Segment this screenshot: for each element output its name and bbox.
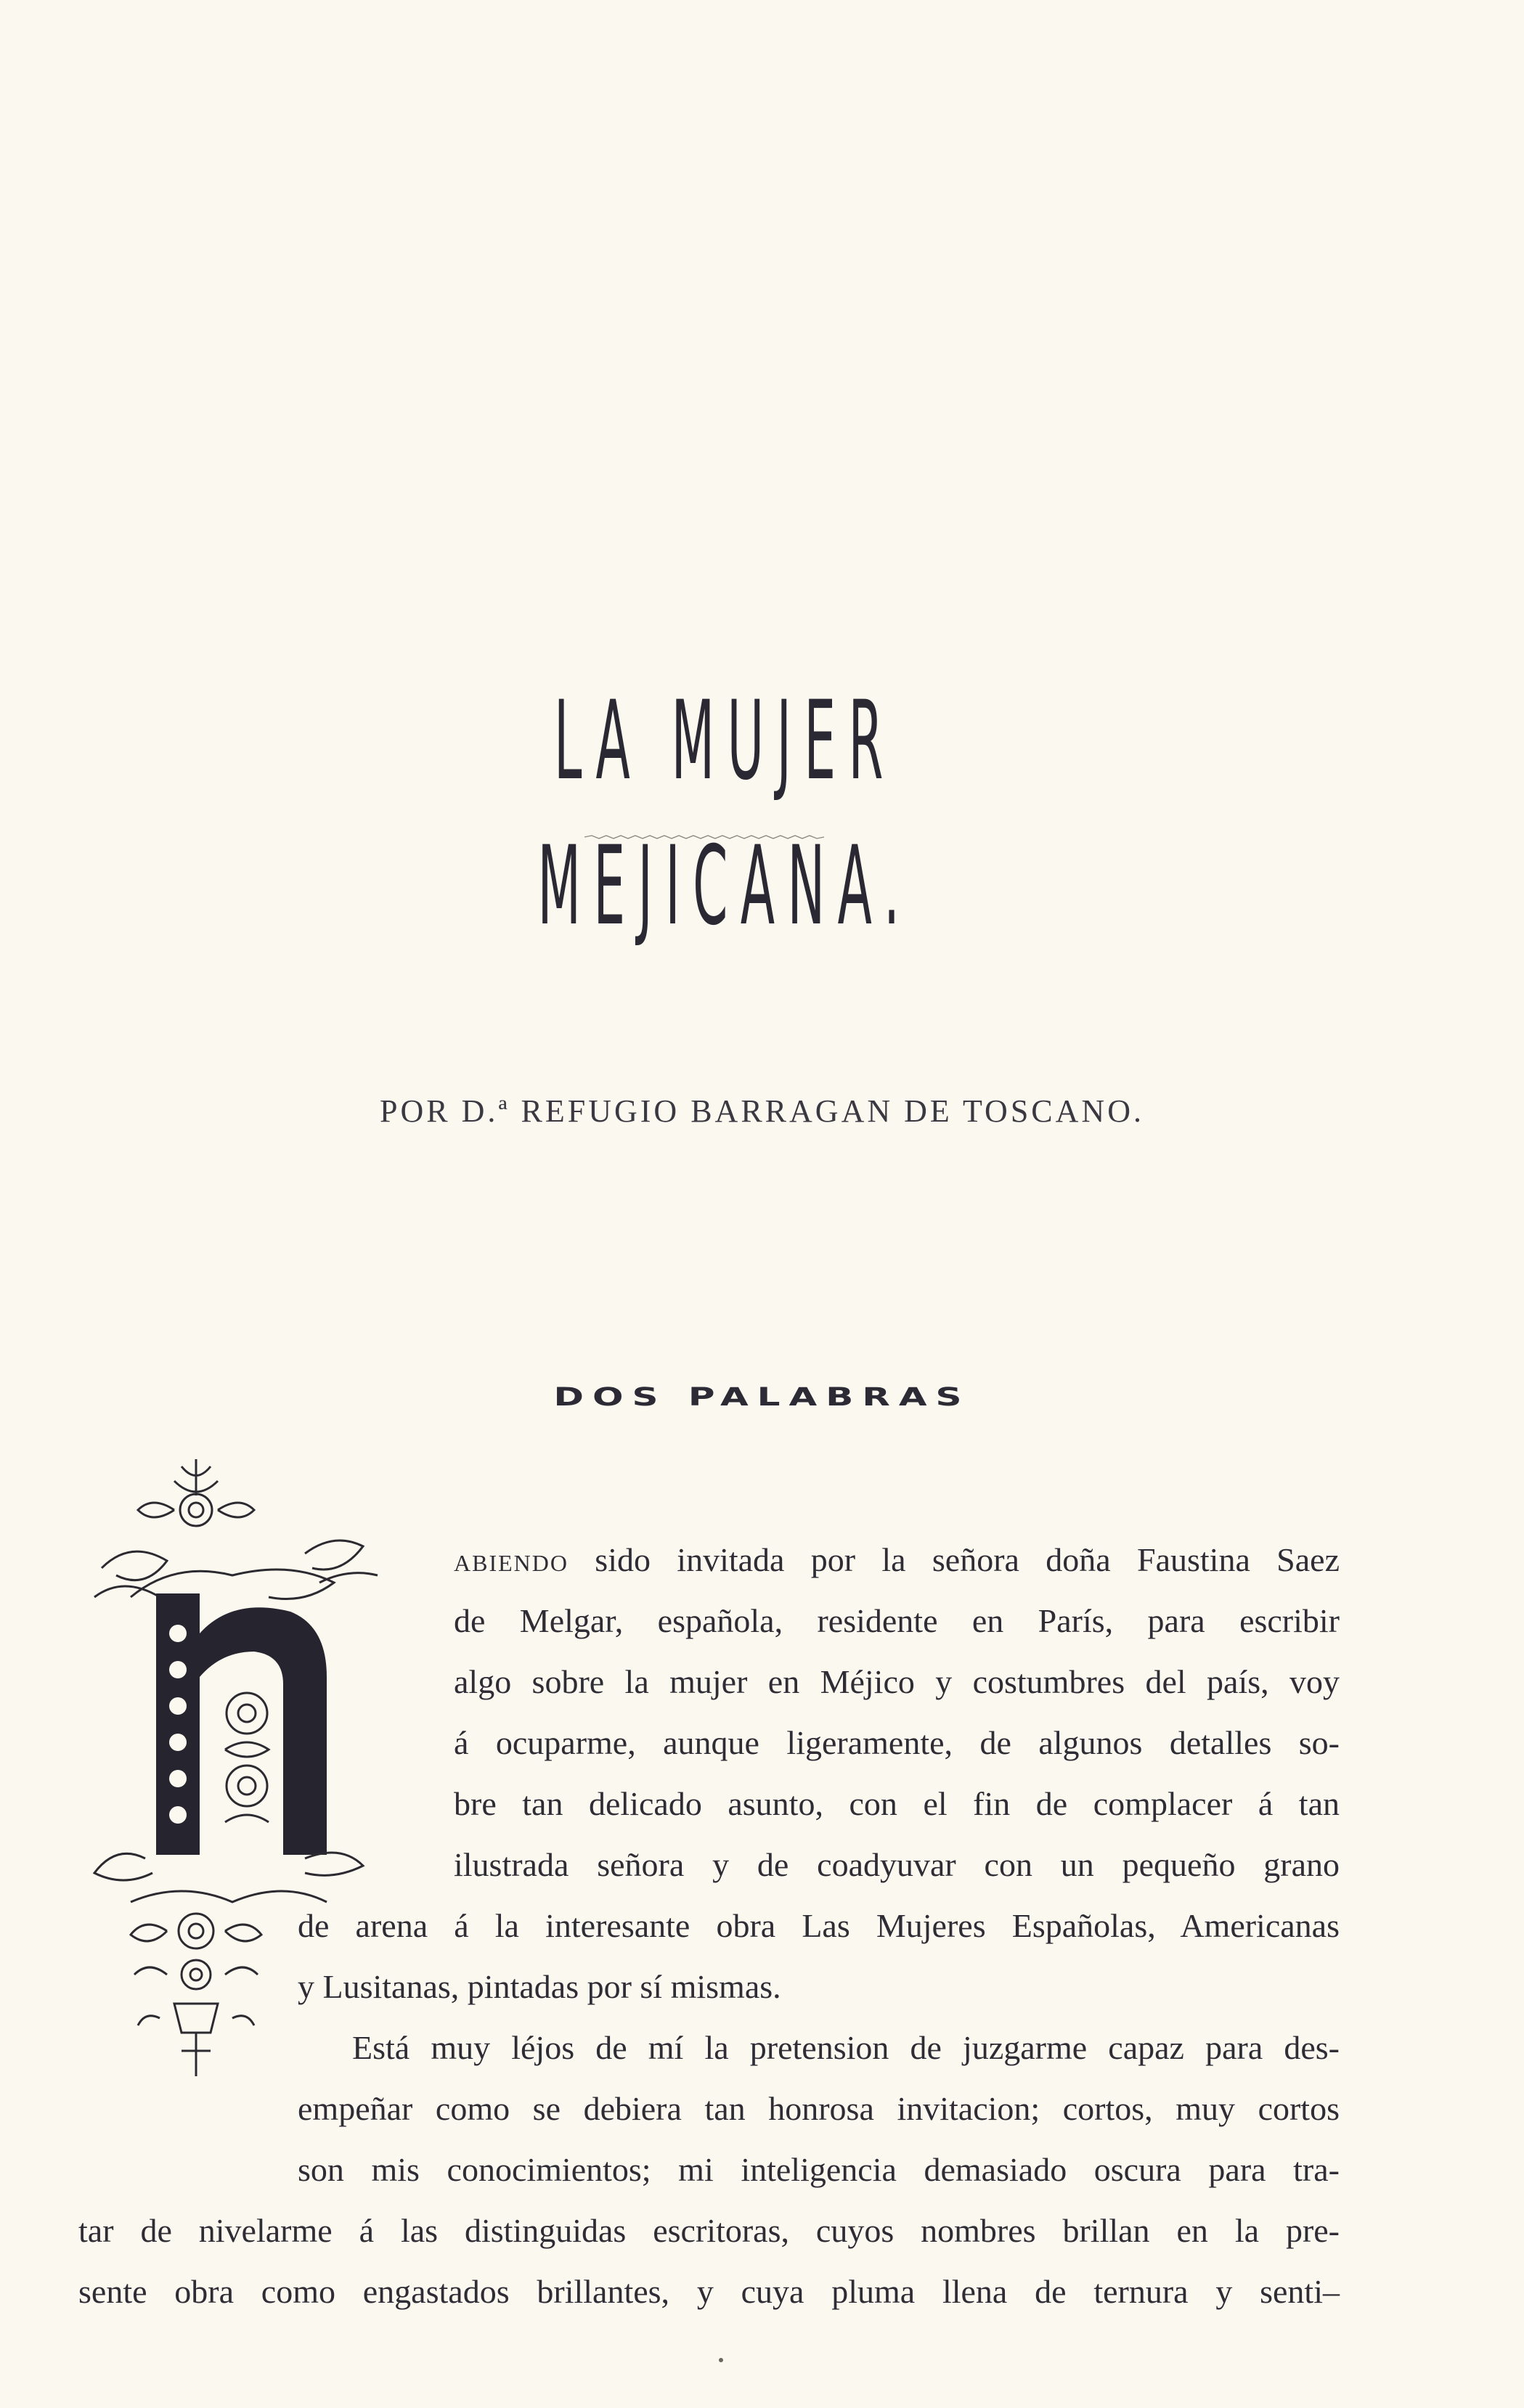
lead-word: abiendo	[454, 1541, 569, 1578]
paragraph-1-line-2: de Melgar, española, residente en París, para escribir	[454, 1602, 1340, 1639]
paragraph-1-line-8: y Lusitanas, pintadas por sí mismas.	[298, 1968, 781, 2005]
paragraph-1-line-7: de arena á la interesante obra Las Mujeres Españolas, Americanas	[298, 1907, 1340, 1944]
paragraph-1-line-4: á ocuparme, aunque ligeramente, de algunos detalles so-	[454, 1724, 1340, 1761]
paragraph-1-line-3: algo sobre la mujer en Méjico y costumbres del país, voy	[454, 1663, 1340, 1700]
paragraph-2-line-4: tar de nivelarme á las distinguidas escritoras, cuyos nombres brillan en la pre-	[78, 2212, 1340, 2249]
paragraph-2-line-1: Está muy léjos de mí la pretension de juzgarme capaz para des-	[352, 2029, 1340, 2066]
title-ornament-rule	[584, 835, 824, 839]
paragraph-2-line-3: son mis conocimientos; mi inteligencia demasiado oscura para tra-	[298, 2151, 1340, 2188]
page-title: LA MUJER MEJICANA.	[537, 677, 913, 950]
paragraph-1-line-1	[454, 1540, 1340, 1579]
paragraph-1-line-5: bre tan delicado asunto, con el fin de complacer á tan	[454, 1785, 1340, 1822]
paragraph-1-line-1-text: sido invitada por la señora doña Faustina Saez	[595, 1541, 1340, 1578]
paragraph-2-line-5: sente obra como engastados brillantes, y cuya pluma llena de ternura y senti–	[78, 2273, 1340, 2310]
author-byline: POR D.ª REFUGIO BARRAGAN DE TOSCANO.	[380, 1093, 1144, 1129]
paragraph-1-line-6: ilustrada señora y de coadyuvar con un pequeño grano	[454, 1846, 1340, 1883]
section-heading: DOS PALABRAS	[553, 1381, 971, 1412]
ink-speck	[719, 2358, 723, 2362]
paragraph-2-line-2: empeñar como se debiera tan honrosa invitacion; cortos, muy cortos	[298, 2090, 1340, 2127]
